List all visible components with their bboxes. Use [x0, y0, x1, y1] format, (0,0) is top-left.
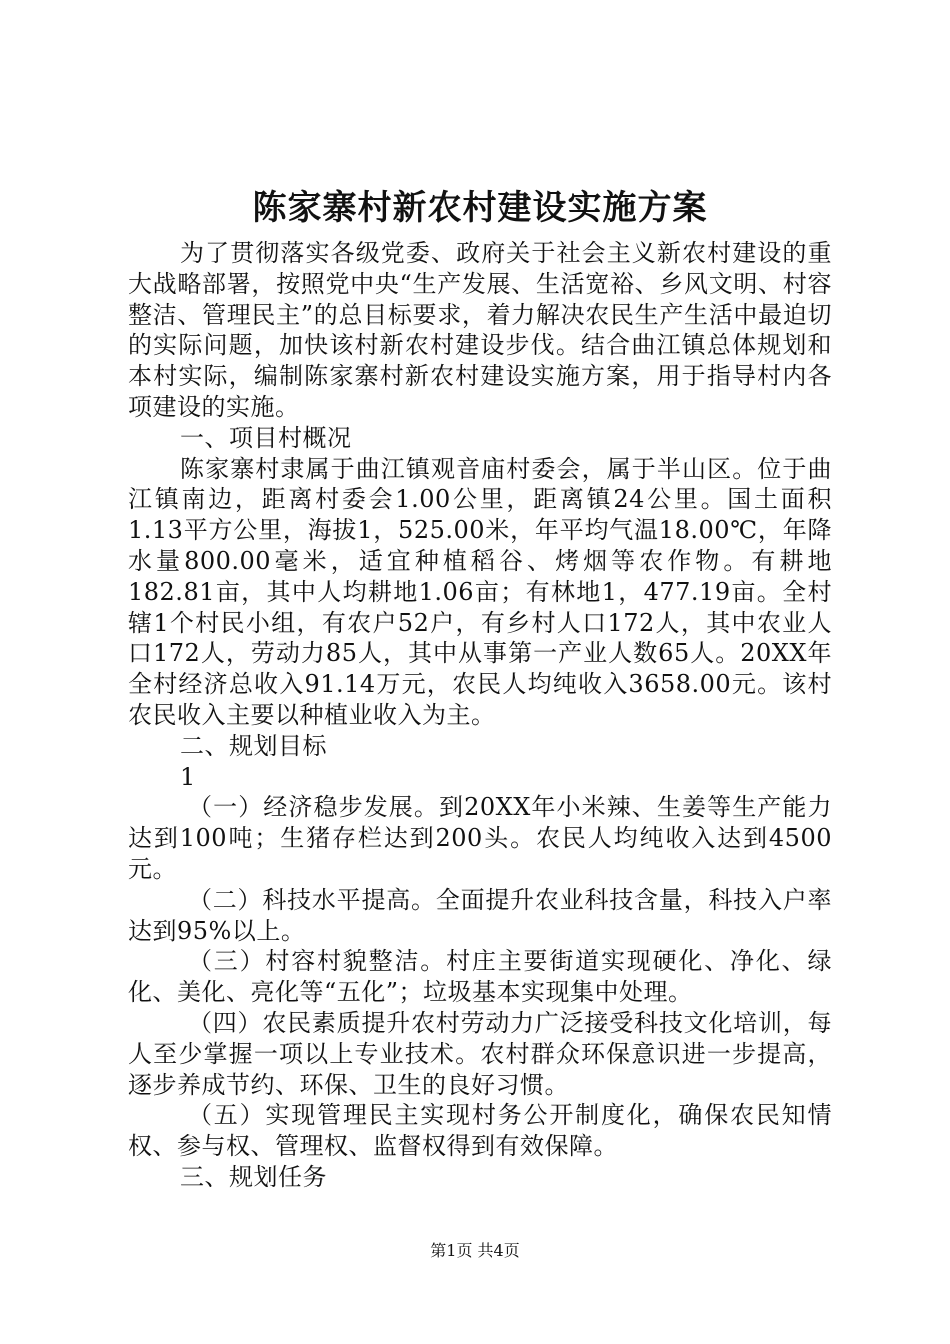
- section-heading-overview: 一、项目村概况: [180, 423, 352, 452]
- list-number: 1: [180, 762, 196, 791]
- goal-item-farmer-quality: （四）农民素质提升农村劳动力广泛接受科技文化培训，每人至少掌握一项以上专业技术。农村群众环保意识进一步提高，逐步养成节约、环保、卫生的良好习惯。: [128, 1008, 832, 1099]
- document-page: [128, 180, 832, 1193]
- section-heading-tasks: 三、规划任务: [180, 1162, 327, 1191]
- intro-paragraph: 为了贯彻落实各级党委、政府关于社会主义新农村建设的重大战略部署，按照党中央“生产发展、生活宽裕、乡风文明、村容整洁、管理民主”的总目标要求，着力解决农民生产生活中最迫切的实际问题，加快该村新农村建设步伐。结合曲江镇总体规划和本村实际，编制陈家寨村新农村建设实施方案，用于指导村内各项建设的实施。: [128, 239, 832, 421]
- goal-item-village-appearance: （三）村容村貌整洁。村庄主要街道实现硬化、净化、绿化、美化、亮化等“五化”；垃圾基本实现集中处理。: [128, 947, 832, 1007]
- goal-item-democratic-management: （五）实现管理民主实现村务公开制度化，确保农民知情权、参与权、管理权、监督权得到有效保障。: [128, 1101, 832, 1161]
- goal-item-technology: （二）科技水平提高。全面提升农业科技含量，科技入户率达到95%以上。: [128, 885, 832, 945]
- section-heading-goals: 二、规划目标: [180, 731, 327, 760]
- document-title: 陈家寨村新农村建设实施方案: [252, 188, 708, 228]
- overview-paragraph: 陈家寨村隶属于曲江镇观音庙村委会，属于半山区。位于曲江镇南边，距离村委会1.00公里，距离镇24公里。国土面积1.13平方公里，海拔1，525.00米，年平均气温18.00℃，年降水量800.00毫米，适宜种植稻谷、烤烟等农作物。有耕地182.81亩，其中人均耕地1.06亩；有林地1，477.19亩。全村辖1个村民小组，有农户52户，有乡村人口172人，其中农业人口172人，劳动力85人，其中从事第一产业人数65人。20XX年全村经济总收入91.14万元，农民人均纯收入3658.00元。该村农民收入主要以种植业收入为主。: [128, 454, 832, 729]
- goal-item-economy: （一）经济稳步发展。到20XX年小米辣、生姜等生产能力达到100吨；生猪存栏达到200头。农民人均纯收入达到4500元。: [128, 793, 832, 883]
- page-footer: 第1页 共4页: [430, 1241, 520, 1260]
